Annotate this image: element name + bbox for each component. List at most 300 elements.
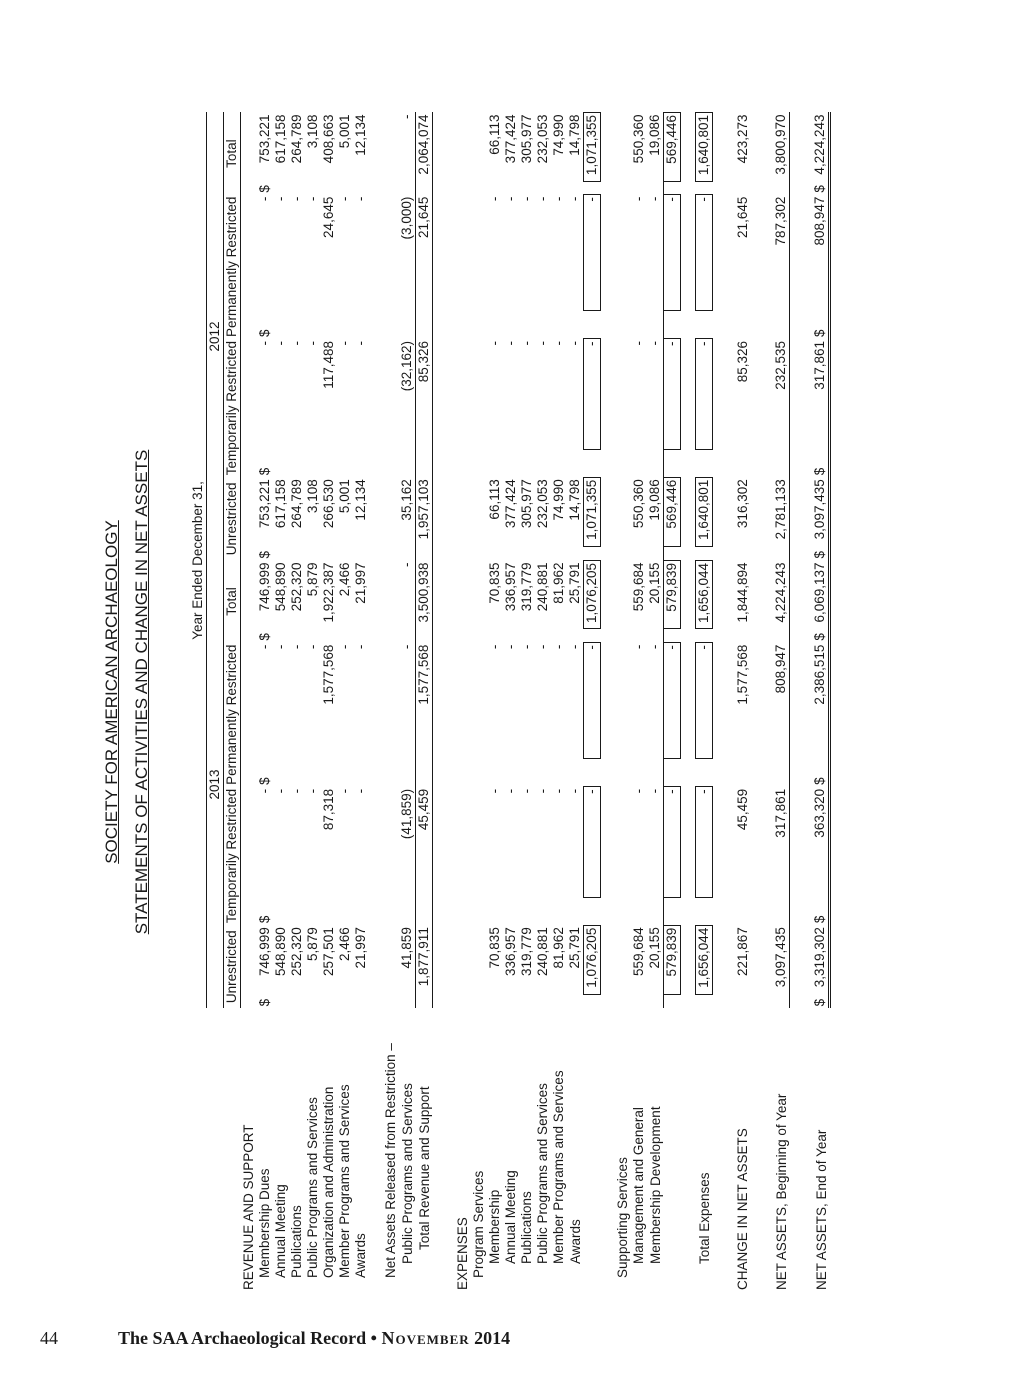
blank-cell (383, 994, 399, 1008)
currency-sign (567, 758, 584, 787)
currency-sign: $ (257, 915, 272, 924)
row-label: Awards (567, 1219, 583, 1264)
currency-sign (735, 450, 751, 478)
amount-cell: 264,789 (289, 114, 304, 164)
row-exp-awards (567, 113, 584, 1293)
blank-cell (471, 113, 487, 182)
amount-cell: - (519, 644, 534, 650)
amount-cell: 559,684 (631, 927, 646, 976)
amount-cell: - (519, 340, 534, 346)
issue-year: 2014 (474, 1328, 511, 1348)
currency-sign (503, 546, 519, 560)
row-awards (353, 113, 369, 1293)
year-header-row (207, 113, 224, 1293)
currency-sign (399, 546, 416, 560)
currency-sign (305, 758, 321, 787)
amount-cell: - (353, 196, 368, 202)
currency-sign (416, 758, 433, 787)
currency-sign (664, 181, 681, 195)
row-label: Net Assets Released from Restriction – (383, 1043, 398, 1278)
currency-sign (353, 310, 369, 339)
currency-sign: $ (257, 329, 272, 337)
blank-cell (455, 195, 471, 310)
column-header: Temporarily Restricted (224, 788, 239, 924)
currency-sign (664, 546, 681, 560)
blank-cell (241, 898, 258, 926)
blank-cell (471, 450, 487, 478)
currency-sign (337, 994, 353, 1008)
currency-sign (519, 898, 535, 926)
spacer-row (601, 113, 616, 1293)
currency-sign (487, 450, 503, 478)
amount-cell: 319,779 (519, 562, 534, 612)
currency-sign (487, 546, 503, 560)
amount-cell: 753,221 (257, 114, 272, 164)
currency-sign (305, 629, 321, 643)
amount-cell: 617,158 (273, 479, 288, 529)
amount-cell: 117,488 (321, 340, 336, 389)
blank-cell (615, 787, 631, 898)
currency-sign (353, 181, 369, 195)
amount-cell: 2,781,133 (773, 477, 790, 546)
currency-sign (567, 629, 584, 643)
statement-title: STATEMENTS OF ACTIVITIES AND CHANGE IN NET ASSETS (132, 449, 151, 935)
amount-cell: - (289, 196, 304, 202)
amount-cell: - (337, 788, 352, 794)
column-header-row (224, 113, 241, 1293)
row-rev-head (241, 113, 258, 1293)
currency-sign (337, 310, 353, 339)
currency-sign (273, 450, 289, 478)
spacer-row (713, 113, 736, 1293)
blank-cell (471, 758, 487, 787)
amount-cell: 25,791 (567, 927, 582, 969)
currency-sign (535, 898, 551, 926)
currency-sign (416, 629, 433, 643)
amount-cell: 2,466 (337, 562, 352, 597)
currency-sign (647, 629, 664, 643)
currency-sign (416, 994, 433, 1008)
blank-cell (383, 898, 399, 926)
row-released-public (399, 113, 416, 1293)
amount-cell: 19,086 (647, 477, 664, 546)
currency-sign (289, 450, 305, 478)
currency-sign (631, 994, 647, 1008)
currency-sign (551, 450, 567, 478)
blank-cell (471, 560, 487, 628)
blank-cell (383, 113, 399, 182)
currency-sign (399, 994, 416, 1008)
row-label: Publications (289, 1205, 304, 1278)
currency-sign (773, 310, 790, 339)
currency-sign (305, 450, 321, 478)
blank-cell (615, 339, 631, 450)
blank-cell (455, 629, 471, 643)
amount-cell: - (503, 340, 518, 346)
amount-cell: 14,798 (567, 114, 582, 156)
amount-cell: - (503, 196, 518, 202)
amount-cell: - (305, 788, 320, 794)
amount-cell: - (487, 788, 502, 794)
currency-sign (551, 994, 567, 1008)
amount-cell: - (399, 560, 416, 628)
column-header: Permanently Restricted (224, 644, 239, 785)
currency-sign: $ (812, 898, 830, 926)
amount-cell: - (519, 196, 534, 202)
amount-cell: - (289, 788, 304, 794)
amount-cell: 81,962 (551, 927, 566, 969)
blank-cell (241, 546, 258, 560)
currency-sign (289, 994, 305, 1008)
currency-sign (551, 181, 567, 195)
blank-cell (471, 310, 487, 339)
blank-cell (681, 113, 696, 1293)
amount-cell: 2,466 (337, 927, 352, 961)
currency-sign (647, 758, 664, 787)
currency-sign (305, 310, 321, 339)
currency-sign (289, 546, 305, 560)
currency-sign (519, 758, 535, 787)
amount-cell: - (337, 340, 352, 346)
amount-cell: 3,500,938 (416, 560, 433, 628)
currency-sign (519, 310, 535, 339)
currency-sign (664, 898, 681, 926)
amount-cell: 746,999 (257, 927, 272, 976)
currency-sign (535, 994, 551, 1008)
currency-sign (631, 758, 647, 787)
row-membership-dev (647, 113, 664, 1293)
amount-cell: 336,957 (503, 927, 518, 976)
blank-cell (615, 898, 631, 926)
amount-cell: - (487, 340, 502, 346)
currency-sign (289, 758, 305, 787)
row-exp-annual-meeting (503, 113, 519, 1293)
blank-cell (383, 181, 399, 195)
currency-sign (696, 546, 713, 560)
row-label (664, 1008, 681, 1292)
rotated-statement-page (80, 112, 860, 1292)
blank-cell (383, 195, 399, 310)
currency-sign (551, 546, 567, 560)
currency-sign (735, 898, 751, 926)
row-label: Public Programs and Services (535, 1083, 550, 1264)
amount-cell: - (535, 340, 550, 346)
blank-cell (471, 643, 487, 758)
blank-cell (241, 925, 258, 994)
amount-cell: 316,302 (735, 479, 750, 529)
amount-cell: - (519, 788, 534, 794)
amount-cell: 45,459 (416, 787, 433, 898)
amount-cell: 232,053 (535, 114, 550, 164)
amount-cell: 808,947 (773, 643, 790, 758)
row-exp-membership (487, 113, 503, 1293)
amount-cell: 317,861 (773, 787, 790, 898)
row-program-total (584, 113, 601, 1293)
currency-sign (664, 629, 681, 643)
currency-sign (773, 994, 790, 1008)
blank-cell (471, 181, 487, 195)
currency-sign (647, 898, 664, 926)
amount-cell: - (257, 788, 272, 794)
amount-cell: - (305, 340, 320, 346)
currency-sign (321, 758, 337, 787)
spacer-row (433, 113, 456, 1293)
currency-sign (773, 629, 790, 643)
amount-cell: - (551, 788, 566, 794)
currency-sign (337, 450, 353, 478)
blank-cell (471, 898, 487, 926)
row-label: EXPENSES (455, 1217, 470, 1290)
amount-cell: 2,064,074 (416, 113, 433, 182)
amount-cell: - (273, 340, 288, 346)
column-header: Temporarily Restricted (224, 340, 239, 476)
row-label: Publications (519, 1191, 534, 1264)
amount-cell: 1,577,568 (321, 644, 336, 705)
amount-cell: - (551, 644, 566, 650)
amount-cell: 1,076,205 (584, 925, 601, 994)
amount-cell: 1,922,387 (321, 562, 336, 623)
currency-sign: $ (257, 633, 272, 641)
currency-sign (584, 898, 601, 926)
blank-cell (241, 629, 258, 643)
row-label: Membership Dues (257, 1168, 272, 1278)
amount-cell: 317,861 (812, 339, 830, 450)
blank-cell (241, 339, 258, 450)
amount-cell: - (584, 787, 601, 898)
page-footer (40, 1328, 640, 1358)
amount-cell: - (664, 339, 681, 450)
amount-cell: - (567, 340, 582, 346)
row-net-begin (773, 113, 790, 1293)
currency-sign (664, 994, 681, 1008)
spacer-row (751, 113, 773, 1293)
row-label: Awards (353, 1233, 368, 1278)
amount-cell: 305,977 (519, 114, 534, 164)
currency-sign (399, 898, 416, 926)
amount-cell: 319,779 (519, 927, 534, 976)
row-label: Member Programs and Services (551, 1070, 566, 1264)
row-label: Management and General (631, 1107, 646, 1264)
currency-sign (584, 994, 601, 1008)
currency-sign (631, 310, 647, 339)
amount-cell: 363,320 (812, 787, 830, 898)
blank-cell (224, 1008, 241, 1292)
blank-cell (790, 113, 813, 1293)
amount-cell: 5,001 (337, 114, 352, 149)
currency-sign (535, 758, 551, 787)
blank-cell (615, 546, 631, 560)
blank-cell (455, 643, 471, 758)
blank-cell (241, 477, 258, 546)
currency-sign (337, 629, 353, 643)
amount-cell: - (631, 340, 646, 346)
blank-cell (471, 477, 487, 546)
row-label: Annual Meeting (273, 1184, 288, 1278)
blank-cell (615, 113, 631, 182)
currency-sign (487, 758, 503, 787)
amount-cell: 808,947 (812, 195, 830, 310)
blank-cell (751, 113, 773, 1293)
blank-cell (615, 450, 631, 478)
period-header: Year Ended December 31, (190, 113, 207, 1009)
currency-sign (273, 758, 289, 787)
currency-sign (487, 310, 503, 339)
amount-cell: 85,326 (735, 340, 750, 383)
blank-cell (241, 560, 258, 628)
currency-sign (631, 181, 647, 195)
amount-cell: - (696, 643, 713, 758)
column-header: Total (224, 560, 241, 642)
amount-cell: - (257, 644, 272, 650)
amount-cell: 787,302 (773, 195, 790, 310)
currency-sign (321, 310, 337, 339)
currency-sign (647, 546, 664, 560)
currency-sign (416, 450, 433, 478)
currency-sign (321, 994, 337, 1008)
blank-cell (713, 113, 736, 1293)
amount-cell: 5,001 (337, 479, 352, 514)
amount-cell: - (551, 196, 566, 202)
blank-cell (601, 113, 616, 1293)
currency-sign (289, 898, 305, 926)
blank-cell (241, 181, 258, 195)
currency-sign (337, 546, 353, 560)
currency-sign (487, 629, 503, 643)
blank-cell (383, 310, 399, 339)
currency-sign (567, 450, 584, 478)
amount-cell: - (399, 643, 416, 758)
amount-cell: - (584, 643, 601, 758)
amount-cell: - (584, 339, 601, 450)
blank-cell (369, 113, 383, 1293)
currency-sign (289, 181, 305, 195)
amount-cell: 66,113 (487, 114, 502, 155)
amount-cell: 232,535 (773, 339, 790, 450)
amount-cell: 3,097,435 (812, 477, 830, 546)
blank-cell (455, 181, 471, 195)
row-mgmt-general (631, 113, 647, 1293)
blank-cell (383, 477, 399, 546)
amount-cell: 548,890 (273, 927, 288, 976)
amount-cell: 3,319,302 (812, 925, 830, 994)
row-label: Supporting Services (615, 1157, 630, 1278)
blank-cell (455, 898, 471, 926)
currency-sign (735, 546, 751, 560)
currency-sign (289, 629, 305, 643)
currency-sign (519, 450, 535, 478)
currency-sign (535, 629, 551, 643)
amount-cell: 4,224,243 (773, 560, 790, 628)
blank-cell (241, 787, 258, 898)
currency-sign (584, 546, 601, 560)
currency-sign (567, 898, 584, 926)
row-label: Membership Development (647, 1106, 663, 1264)
amount-cell: - (647, 643, 664, 758)
blank-cell (241, 758, 258, 787)
currency-sign: $ (257, 550, 272, 559)
amount-cell: 41,859 (399, 925, 416, 994)
currency-sign (551, 898, 567, 926)
amount-cell: 3,097,435 (773, 925, 790, 994)
row-exp-public-programs (535, 113, 551, 1293)
amount-cell: 45,459 (735, 788, 750, 831)
blank-cell (615, 629, 631, 643)
blank-cell (615, 758, 631, 787)
amount-cell: 305,977 (519, 479, 534, 529)
currency-sign (399, 629, 416, 643)
amount-cell: 12,134 (353, 479, 368, 521)
currency-sign (773, 898, 790, 926)
row-label: NET ASSETS, End of Year (813, 1129, 829, 1290)
currency-sign (773, 450, 790, 478)
amount-cell: 1,640,801 (696, 477, 713, 546)
currency-sign (551, 629, 567, 643)
amount-cell: - (535, 788, 550, 794)
amount-cell: - (631, 788, 646, 794)
currency-sign (696, 181, 713, 195)
amount-cell: 6,069,137 (812, 560, 830, 628)
row-label: Public Programs and Services (305, 1097, 320, 1278)
issue-month: November (381, 1328, 470, 1348)
amount-cell: - (305, 644, 320, 650)
amount-cell: 35,162 (399, 477, 416, 546)
currency-sign (321, 898, 337, 926)
amount-cell: 12,134 (353, 114, 368, 156)
blank-cell (207, 1008, 224, 1292)
currency-sign (353, 994, 369, 1008)
currency-sign (567, 546, 584, 560)
amount-cell: 753,221 (257, 479, 272, 529)
amount-cell: 21,645 (416, 195, 433, 310)
amount-cell: 19,086 (647, 113, 664, 182)
amount-cell: - (257, 196, 272, 202)
spacer-row (681, 113, 696, 1293)
amount-cell: 266,530 (321, 479, 336, 529)
amount-cell: - (289, 340, 304, 346)
amount-cell: 579,839 (664, 925, 681, 994)
amount-cell: 3,800,970 (773, 113, 790, 182)
blank-cell (241, 195, 258, 310)
amount-cell: 85,326 (416, 339, 433, 450)
amount-cell: 5,879 (305, 562, 320, 597)
blank-cell (455, 339, 471, 450)
currency-sign (399, 181, 416, 195)
currency-sign: $ (812, 181, 830, 195)
row-label: Total Expenses (696, 1172, 712, 1264)
currency-sign (337, 898, 353, 926)
currency-sign (551, 310, 567, 339)
blank-cell (455, 310, 471, 339)
row-net-released (383, 113, 399, 1293)
currency-sign (551, 758, 567, 787)
amount-cell: 264,789 (289, 479, 304, 529)
amount-cell: - (353, 340, 368, 346)
amount-cell: - (273, 788, 288, 794)
amount-cell: 14,798 (567, 479, 582, 521)
amount-cell: - (551, 340, 566, 346)
amount-cell: 232,053 (535, 479, 550, 529)
amount-cell: 240,881 (535, 562, 550, 612)
amount-cell: (41,859) (399, 787, 416, 898)
amount-cell: 569,446 (664, 477, 681, 546)
blank-cell (455, 758, 471, 787)
currency-sign (273, 181, 289, 195)
amount-cell: 24,645 (321, 196, 336, 238)
blank-cell (383, 629, 399, 643)
currency-sign (416, 181, 433, 195)
year-2012-header: 2012 (207, 113, 224, 561)
amount-cell: - (399, 113, 416, 182)
